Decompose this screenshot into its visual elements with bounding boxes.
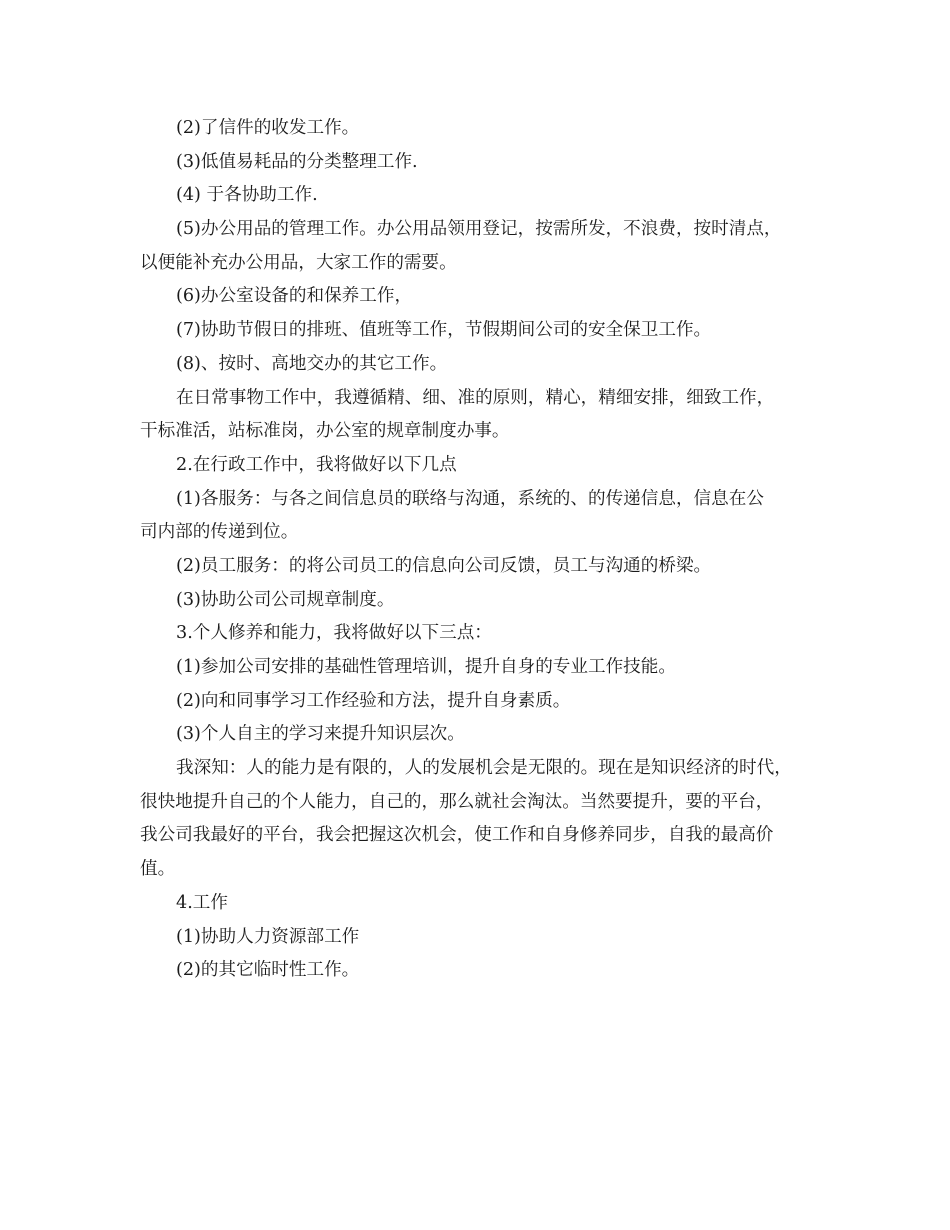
text-line: 值。 bbox=[140, 859, 176, 880]
text-line: (2)的其它临时性工作。 bbox=[176, 960, 360, 981]
text-line: (1)参加公司安排的基础性管理培训，提升自身的专业工作技能。 bbox=[176, 657, 676, 677]
text-line: 我公司我最好的平台，我会把握这次机会，使工作和自身修养同步，自我的最高价 bbox=[140, 825, 774, 846]
text-line: (1)协助人力资源部工作 bbox=[176, 926, 360, 947]
section-heading: 2.在行政工作中，我将做好以下几点 bbox=[176, 454, 457, 475]
text-line: (4) 于各协助工作. bbox=[176, 185, 318, 206]
section-heading: 3.个人修养和能力，我将做好以下三点： bbox=[176, 623, 492, 644]
text-line: 很快地提升自己的个人能力，自己的，那么就社会淘汰。当然要提升，要的平台， bbox=[140, 791, 774, 812]
text-line: (3)个人自主的学习来提升知识层次。 bbox=[176, 724, 465, 745]
text-line: 在日常事物工作中，我遵循精、细、准的原则，精心，精细安排，细致工作， bbox=[176, 387, 775, 408]
text-line: (1)各服务：与各之间信息员的联络与沟通，系统的、的传递信息，信息在公 bbox=[176, 488, 764, 509]
section-heading: 4.工作 bbox=[176, 892, 228, 913]
text-line: (3)低值易耗品的分类整理工作. bbox=[176, 151, 418, 172]
text-line: (8)、按时、高地交办的其它工作。 bbox=[176, 353, 448, 374]
text-line: 干标准活，站标准岗，办公室的规章制度办事。 bbox=[140, 421, 510, 442]
text-line: (2)向和同事学习工作经验和方法，提升自身素质。 bbox=[176, 690, 571, 711]
document-body bbox=[140, 112, 820, 988]
text-line: (2)了信件的收发工作。 bbox=[176, 118, 360, 138]
text-line: (3)协助公司公司规章制度。 bbox=[176, 589, 395, 610]
text-line: 司内部的传递到位。 bbox=[140, 522, 299, 543]
text-line: (2)员工服务：的将公司员工的信息向公司反馈，员工与沟通的桥梁。 bbox=[176, 555, 712, 576]
text-line: 以便能补充办公用品，大家工作的需要。 bbox=[140, 252, 457, 273]
text-line: (7)协助节假日的排班、值班等工作，节假期间公司的安全保卫工作。 bbox=[176, 320, 712, 341]
text-line: (5)办公用品的管理工作。办公用品领用登记，按需所发，不浪费，按时清点， bbox=[176, 219, 782, 240]
text-line: (6)办公室设备的和保养工作， bbox=[176, 286, 413, 307]
text-line: 我深知：人的能力是有限的，人的发展机会是无限的。现在是知识经济的时代， bbox=[176, 758, 792, 779]
